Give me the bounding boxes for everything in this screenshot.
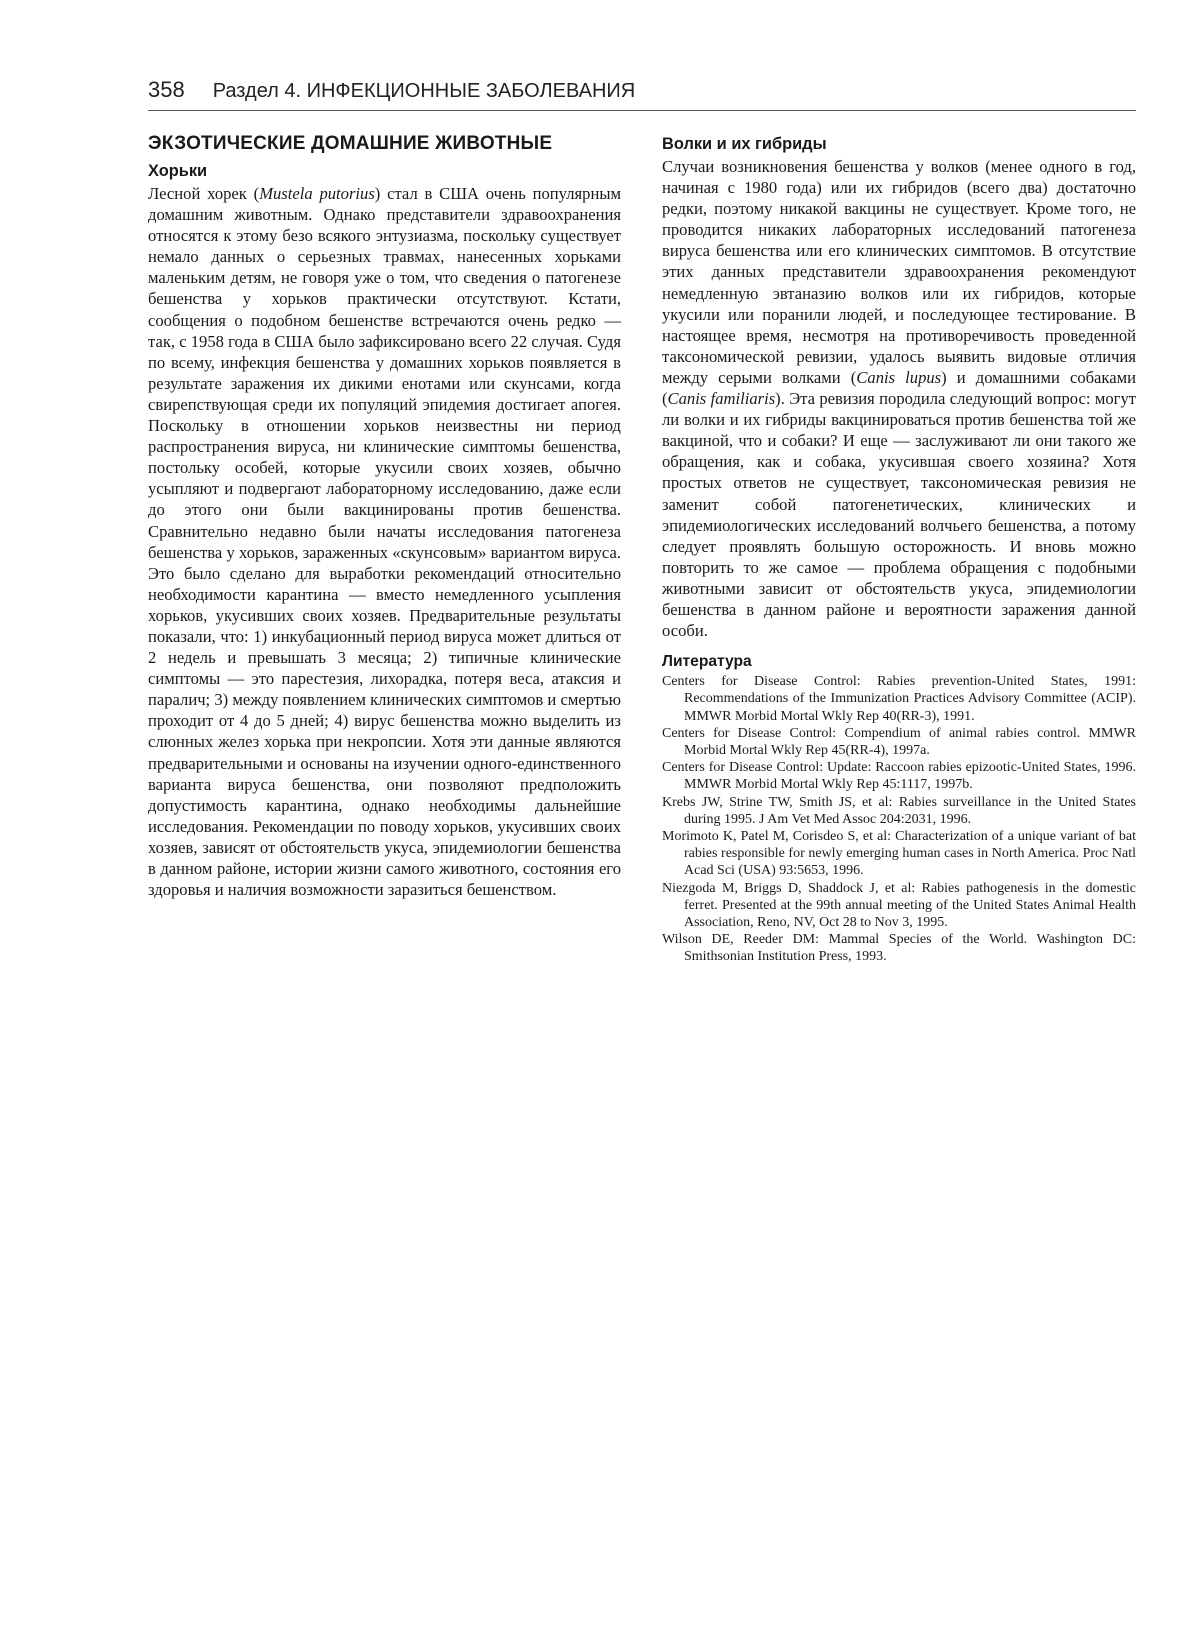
wolves-text-1: Случаи возникновения бешенства у волков (менее одного в год, начиная с 1980 года) или их гибридов (всего два) достаточно редки, поэтому никакой вакцины не существует. Кроме того, не проводится никаких лабораторных исследований патогенеза вируса бешенства или его клинических симптомов. В отсутствие этих данных представители здравоохранения рекомендуют немедленную эвтаназию волков или их гибридов, которые укусили или поранили людей, и последующее тестирование. В настоящее время, несмотря на противоречивость проведенной таксономической ревизии, удалось выявить видовые отличия между серыми волками ( bbox=[662, 157, 1136, 387]
reference-item: Wilson DE, Reeder DM: Mammal Species of the World. Washington DC: Smithsonian Institution Press, 1993. bbox=[662, 932, 1136, 965]
reference-item: Krebs JW, Strine TW, Smith JS, et al: Rabies surveillance in the United States during 1995. J Am Vet Med Assoc 204:2031, 1996. bbox=[662, 794, 1136, 827]
wolves-paragraph bbox=[662, 156, 1136, 641]
references-title: Литература bbox=[662, 653, 752, 671]
reference-item: Centers for Disease Control: Compendium of animal rabies control. MMWR Morbid Mortal Wkly Rep 45(RR-4), 1997a. bbox=[662, 725, 1136, 758]
ferrets-paragraph bbox=[148, 183, 621, 900]
wolves-text-3: ). Эта ревизия породила следующий вопрос: могут ли волки и их гибриды вакцинироваться против бешенства той же вакциной, что и собаки? И еще — заслуживают ли они такого же обращения, как и собака, укусившая своего хозяина? Хотя простых ответов не существует, таксономическая ревизия не заменит собой патогенетических, клинических и эпидемиологических исследований волчьего бешенства, а потому следует проявлять большую осторожность. И вновь можно повторить то же самое — проблема обращения с подобными животными зависит от обстоятельств укуса, эпидемиологии бешенства в данном районе и вероятности заражения данной особи. bbox=[662, 389, 1137, 641]
page-number: 358 bbox=[148, 77, 185, 102]
references-list bbox=[662, 673, 1136, 965]
ferrets-text-2: ) стал в США очень популярным домашним животным. Однако представители здравоохранения относятся к этому безо всякого энтузиазма, поскольку существует немало данных о серьезных травмах, нанесенных хорьками маленьким детям, не говоря уже о том, что сведения о патогенезе бешенства у хорьков практически отсутствуют. Кстати, сообщения о подобном бешенстве встречаются очень редко — так, с 1958 года в США было зафиксировано всего 22 случая. Судя по всему, инфекция бешенства у домашних хорьков появляется в результате заражения их дикими енотами или скунсами, когда свирепствующая среди их популяций эпидемия достигает апогея. Поскольку в отношении хорьков неизвестны ни период распространения вируса, ни клинические симптомы бешенства, постольку особей, которые укусили своих хозяев, обычно усыпляют и подвергают лабораторному исследованию, даже если до этого они были вакцинированы против бешенства. Сравнительно недавно были начаты исследования патогенеза бешенства у хорьков, зараженных «скунсовым» вариантом вируса. Это было сделано для выработки рекомендаций относительно необходимости карантина — вместо немедленного усыпления хорьков, укусивших своих хозяев. Предварительные результаты показали, что: 1) инкубационный период вируса может длиться от 2 недель и превышать 3 месяца; 2) типичные клинические симптомы — это парестезия, лихорадка, потеря веса, атаксия и паралич; 3) между появлением клинических симптомов и смертью проходит от 4 до 5 дней; 4) вирус бешенства можно выделить из слюнных желез хорька при некропсии. Хотя эти данные являются предварительными и основаны на изучении одного-единственного варианта вируса бешенства, они позволяют предположить допустимость карантина, однако необходимы дальнейшие исследования. Рекомендации по поводу хорьков, укусивших своих хозяев, зависят от обстоятельств укуса, эпидемиологии бешенства в данном районе, истории жизни самого животного, состояния его здоровья и наличия возможности заразиться бешенством. bbox=[148, 184, 621, 900]
page-header bbox=[148, 76, 1136, 104]
species-mustela: Mustela putorius bbox=[259, 184, 375, 203]
species-canis-familiaris: Canis familiaris bbox=[667, 389, 776, 409]
reference-item: Morimoto K, Patel M, Corisdeo S, et al: Characterization of a unique variant of bat rabies responsible for newly emerging human cases in North America. Proc Natl Acad Sci (USA) 93:5653, 1996. bbox=[662, 828, 1136, 879]
running-head: Раздел 4. ИНФЕКЦИОННЫЕ ЗАБОЛЕВАНИЯ bbox=[212, 80, 636, 102]
right-column bbox=[662, 132, 1136, 966]
section-title: ЭКЗОТИЧЕСКИЕ ДОМАШНИЕ ЖИВОТНЫЕ bbox=[148, 133, 553, 154]
subsection-title-ferrets: Хорьки bbox=[148, 162, 208, 180]
reference-item: Niezgoda M, Briggs D, Shaddock J, et al: Rabies pathogenesis in the domestic ferret. Presented at the 99th annual meeting of the United States Animal Health Association, Reno, NV, Oct 28 to Nov 3, 1995. bbox=[662, 880, 1136, 930]
reference-item: Centers for Disease Control: Rabies prevention-United States, 1991: Recommendations of the Immunization Practices Advisory Committee (ACIP). MMWR Morbid Mortal Wkly Rep 40(RR-3), 1991. bbox=[662, 674, 1136, 724]
left-column bbox=[148, 132, 621, 900]
header-divider bbox=[148, 110, 1136, 111]
ferrets-text-1: Лесной хорек ( bbox=[148, 184, 260, 203]
reference-item: Centers for Disease Control: Update: Raccoon rabies epizootic-United States, 1996. MMWR Morbid Mortal Wkly Rep 45:1117, 1997b. bbox=[662, 760, 1136, 793]
wolves-text-2: ) и домашними собаками ( bbox=[662, 367, 1136, 409]
species-canis-lupus: Canis lupus bbox=[856, 367, 942, 387]
subsection-title-wolves: Волки и их гибриды bbox=[662, 135, 827, 153]
